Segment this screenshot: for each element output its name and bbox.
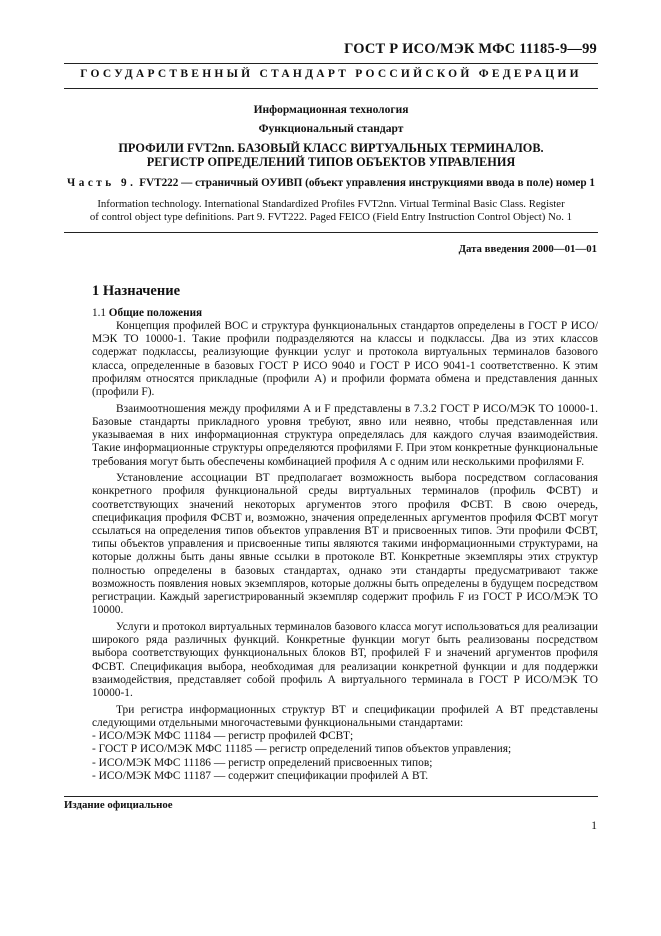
subsection-number: 1.1 bbox=[92, 307, 106, 319]
header-rule-bottom bbox=[64, 88, 598, 89]
main-title-line-1: ПРОФИЛИ FVT2nn. БАЗОВЫЙ КЛАСС ВИРТУАЛЬНЫХ ТЕРМИНАЛОВ. bbox=[118, 141, 544, 155]
paragraph: Концепция профилей ВОС и структура функциональных стандартов определены в ГОСТ Р ИСО/МЭК ТО 10000-1. Такие профили подразделяются на классы и подклассы. Два из этих классов содержат подклассы, реализующие функции услуг и протокола виртуальных терминалов базового класса, определенные в базовых ГОСТ Р ИСО 9040 и ГОСТ Р ИСО 9041-1 соответственно. К этим профилям относятся прикладные (профили А) и профили формата обмена и представления данных (профили F). bbox=[92, 320, 598, 399]
list-item: - ИСО/МЭК МФС 11187 — содержит спецификации профилей А ВТ. bbox=[92, 769, 429, 782]
title-rule bbox=[64, 232, 598, 233]
part-title bbox=[64, 177, 598, 189]
introduction-date: Дата введения 2000—01—01 bbox=[458, 243, 597, 255]
list-item: - ИСО/МЭК МФС 11184 — регистр профилей ФСВТ; bbox=[92, 730, 354, 743]
subsection-title: Общие положения bbox=[108, 307, 203, 319]
part-label: Часть 9. bbox=[67, 177, 137, 189]
footer-rule bbox=[64, 796, 598, 797]
standard-title: ГОСУДАРСТВЕННЫЙ СТАНДАРТ РОССИЙСКОЙ ФЕДЕРАЦИИ bbox=[80, 68, 582, 80]
subsection-heading bbox=[92, 307, 202, 319]
english-title-line-1: Information technology. International Standardized Profiles FVT2nn. Virtual Terminal Basic Class. Register bbox=[97, 198, 565, 210]
subject-line-2: Функциональный стандарт bbox=[258, 123, 404, 135]
main-title bbox=[64, 141, 598, 169]
subject-line-1: Информационная технология bbox=[253, 104, 409, 116]
header-rule-top bbox=[64, 63, 598, 64]
paragraph: Три регистра информационных структур ВТ и спецификации профилей А ВТ представлены следующими отдельными многочастевыми функциональными стандартами: bbox=[92, 703, 598, 729]
paragraph: Взаимоотношения между профилями А и F представлены в 7.3.2 ГОСТ Р ИСО/МЭК ТО 10000-1. Базовые стандарты прикладного уровня требуют, явно или неявно, чтобы представленная или указываемая в них информационная структура определялась для каждого случая взаимодействия. Такие информационные структуры определяются профилями F. При этом конкретные функциональные требования могут быть обеспечены комбинацией профиля А с одним или несколькими профилями F. bbox=[92, 402, 598, 468]
paragraph: Установление ассоциации ВТ предполагает возможность выбора посредством согласования конкретного профиля функциональной среды виртуальных терминалов (профиль ФСВТ) и соответствующих значений некоторых аргументов этого профиля ФСВТ. В свою очередь, спецификация профиля ФСВТ и, возможно, значения определенных аргументов профиля ФСВТ могут ссылаться на определения типов объектов управления ВТ и присвоенных типов. Эти профили ФСВТ, типы объектов управления и присвоенные типы являются такими информационными структурами, на которые должны быть даны явные ссылки в протоколе ВТ. Конкретные экземпляры этих структур полностью определены в базовых стандартах, однако эти стандарты предусматривают также возможность появления новых экземпляров, которые должны быть определены в будущем посредством регистрации. Каждый зарегистрированный экземпляр содержит профиль F из ГОСТ Р ИСО/МЭК ТО 10000. bbox=[92, 472, 598, 617]
standards-list bbox=[92, 730, 598, 783]
body-text bbox=[92, 320, 598, 783]
page-number: 1 bbox=[591, 820, 597, 832]
list-item: - ГОСТ Р ИСО/МЭК МФС 11185 — регистр определений типов объектов управления; bbox=[92, 743, 512, 756]
english-title bbox=[64, 198, 598, 224]
english-title-line-2: of control object type definitions. Part 9. FVT222. Paged FEICO (Field Entry Instruction Control Object) No. 1 bbox=[89, 211, 573, 223]
section-heading: 1 Назначение bbox=[92, 283, 181, 299]
list-item: - ИСО/МЭК МФС 11186 — регистр определений присвоенных типов; bbox=[92, 756, 433, 769]
part-text: FVT222 — страничный ОУИВП (объект управления инструкциями ввода в поле) номер 1 bbox=[139, 177, 595, 189]
document-number: ГОСТ Р ИСО/МЭК МФС 11185-9—99 bbox=[344, 41, 597, 57]
edition-label: Издание официальное bbox=[64, 799, 173, 811]
paragraph: Услуги и протокол виртуальных терминалов базового класса могут использоваться для реализации широкого ряда различных функций. Конкретные функции могут быть реализованы посредством выбора соответствующих функциональных блоков ВТ, профилей F и значений аргументов профиля ФСВТ. Спецификация выбора, необходимая для реализации конкретной функции и для поддержки взаимодействия, представляет собой профиль А виртуального терминала в ГОСТ Р ИСО/МЭК ТО 10000-1. bbox=[92, 620, 598, 699]
main-title-line-2: РЕГИСТР ОПРЕДЕЛЕНИЙ ТИПОВ ОБЪЕКТОВ УПРАВЛЕНИЯ bbox=[146, 155, 516, 169]
